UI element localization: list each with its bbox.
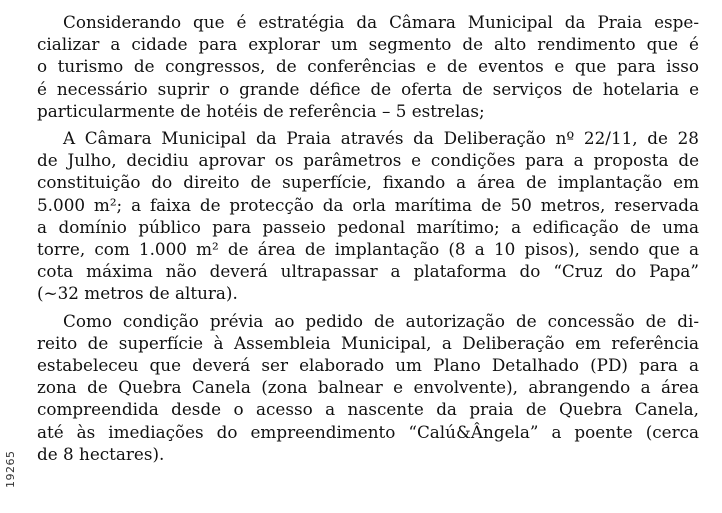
text-line: cializar a cidade para explorar um segmento de alto rendimento que é	[37, 34, 699, 55]
text-line: estabeleceu que deverá ser elaborado um Plano Detalhado (PD) para a	[37, 355, 699, 376]
text-line: zona de Quebra Canela (zona balnear e envolvente), abrangendo a área	[37, 377, 699, 398]
paragraph-2	[37, 127, 699, 305]
text-line: A Câmara Municipal da Praia através da Deliberação nº 22/11, de 28	[63, 128, 699, 149]
text-line: a domínio público para passeio pedonal marítimo; a edificação de uma	[37, 216, 699, 237]
paragraph-1	[37, 11, 699, 122]
text-line: constituição do direito de superfície, fixando a área de implantação em	[37, 172, 699, 193]
text-line: 5.000 m²; a faixa de protecção da orla marítima de 50 metros, reservada	[37, 194, 699, 215]
document-body	[37, 11, 699, 465]
text-line: até às imediações do empreendimento “Calú&Ângela” a poente (cerca	[37, 421, 699, 442]
text-line: é necessário suprir o grande défice de oferta de serviços de hotelaria e	[37, 78, 699, 99]
text-line: particularmente de hotéis de referência – 5 estrelas;	[37, 100, 485, 121]
text-line: torre, com 1.000 m² de área de implantação (8 a 10 pisos), sendo que a	[37, 239, 699, 260]
text-line: o turismo de congressos, de conferências e de eventos e que para isso	[37, 56, 699, 77]
text-line: (~32 metros de altura).	[37, 283, 238, 304]
text-line: compreendida desde o acesso a nascente da praia de Quebra Canela,	[37, 399, 699, 420]
text-line: de Julho, decidiu aprovar os parâmetros e condições para a proposta de	[37, 150, 699, 171]
text-line: cota máxima não deverá ultrapassar a plataforma do “Cruz do Papa”	[37, 261, 699, 282]
side-reference-code: 19265	[4, 450, 17, 488]
text-line: Como condição prévia ao pedido de autorização de concessão de di-	[63, 310, 699, 331]
text-line: de 8 hectares).	[37, 443, 165, 464]
paragraph-3	[37, 310, 699, 465]
text-line: reito de superfície à Assembleia Municipal, a Deliberação em referência	[37, 332, 699, 353]
text-line: Considerando que é estratégia da Câmara Municipal da Praia espe-	[63, 12, 699, 32]
